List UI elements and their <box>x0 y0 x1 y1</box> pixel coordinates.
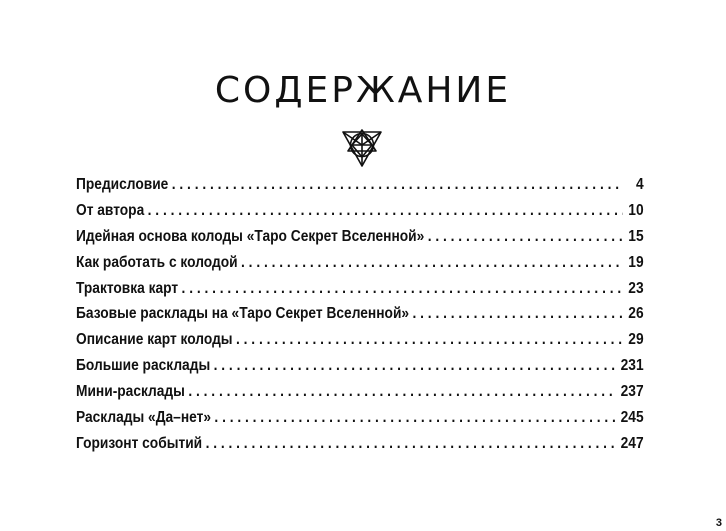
toc-dot-leader <box>182 276 623 302</box>
toc-entry-page: 231 <box>620 357 644 375</box>
toc-entry-title: От автора <box>76 201 145 219</box>
toc-entry-page: 237 <box>620 383 644 401</box>
toc-entry[interactable] <box>76 198 644 224</box>
toc-entry-page: 4 <box>635 176 644 193</box>
toc-entry-page: 10 <box>628 201 644 219</box>
toc-entry-title: Как работать с колодой <box>76 253 238 271</box>
toc-dot-leader <box>241 250 623 276</box>
toc-entry-page: 247 <box>620 434 644 452</box>
toc-entry[interactable] <box>76 405 644 431</box>
toc-dot-leader <box>214 353 616 379</box>
toc-entry-page: 15 <box>628 227 644 245</box>
toc-entry[interactable] <box>76 353 644 379</box>
toc-entry[interactable] <box>76 250 644 276</box>
toc-entry-page: 19 <box>628 253 644 271</box>
toc-dot-leader <box>236 327 623 353</box>
toc-entry-page: 245 <box>620 409 644 427</box>
toc-entry-title: Расклады «Да–нет» <box>76 409 211 427</box>
toc-dot-leader <box>214 405 615 431</box>
table-of-contents <box>76 172 644 457</box>
toc-dot-leader <box>206 431 616 457</box>
toc-entry-title: Мини-расклады <box>76 383 185 401</box>
toc-entry-title: Идейная основа колоды «Таро Секрет Вселенной» <box>76 227 425 245</box>
toc-entry-title: Базовые расклады на «Таро Секрет Вселенной» <box>76 305 410 323</box>
toc-entry[interactable] <box>76 431 644 457</box>
toc-entry-title: Большие расклады <box>76 357 211 375</box>
toc-entry-title: Описание карт колоды <box>76 331 233 349</box>
toc-entry-title: Горизонт событий <box>76 434 203 452</box>
toc-entry-title: Предисловие <box>76 176 169 193</box>
toc-entry[interactable] <box>76 379 644 405</box>
toc-entry-title: Трактовка карт <box>76 279 179 297</box>
toc-dot-leader <box>172 172 623 198</box>
toc-entry-page: 26 <box>628 305 644 323</box>
toc-dot-leader <box>188 379 615 405</box>
toc-dot-leader <box>148 198 623 224</box>
toc-entry[interactable] <box>76 224 644 250</box>
toc-entry-page: 29 <box>628 331 644 349</box>
toc-entry[interactable] <box>76 172 644 198</box>
toc-entry-page: 23 <box>628 279 644 297</box>
toc-entry[interactable] <box>76 327 644 353</box>
page-number: 3 <box>715 517 722 529</box>
toc-entry[interactable] <box>76 276 644 302</box>
toc-dot-leader <box>413 301 623 327</box>
triangle-star-ornament-icon <box>341 127 383 169</box>
toc-entry[interactable] <box>76 301 644 327</box>
toc-dot-leader <box>428 224 623 250</box>
page-title: СОДЕРЖАНИЕ <box>214 70 512 111</box>
